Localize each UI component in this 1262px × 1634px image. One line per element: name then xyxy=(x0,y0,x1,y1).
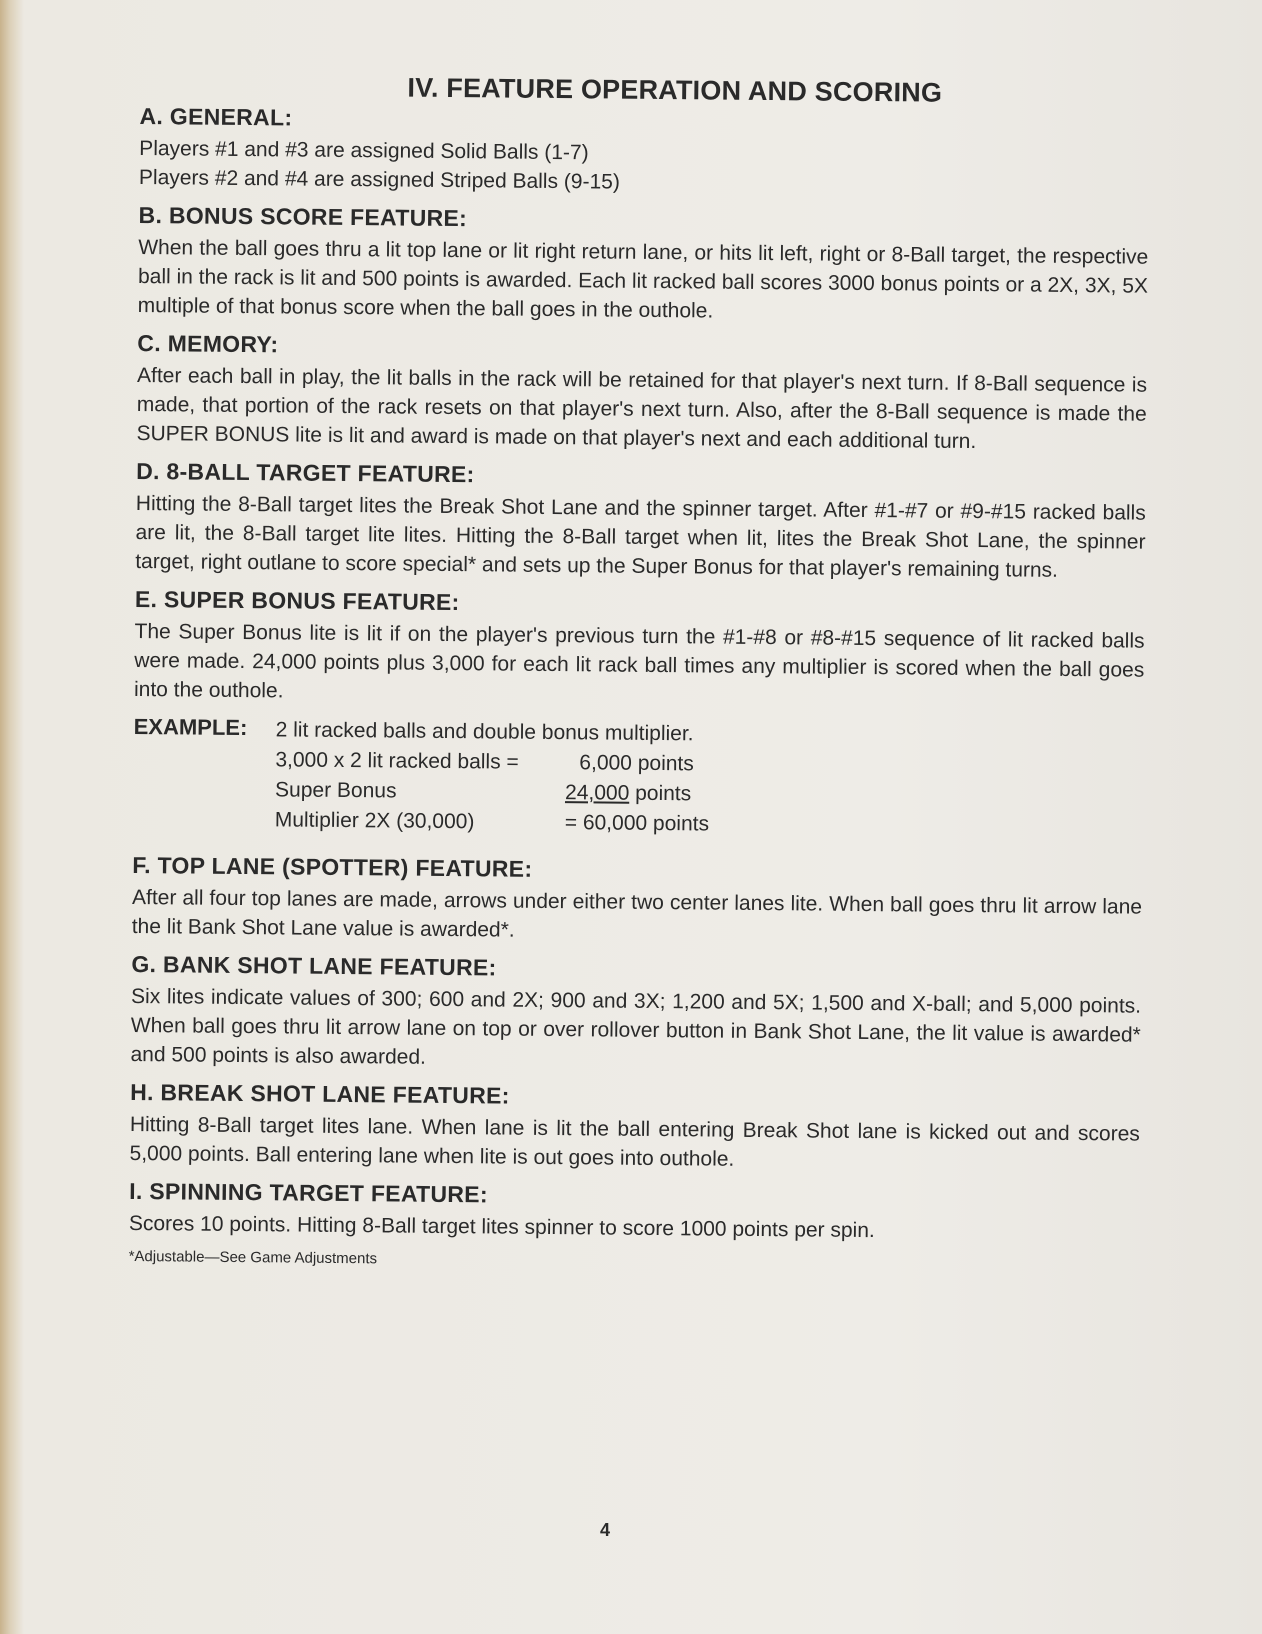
example-value: 24,000 xyxy=(564,781,630,805)
example-value: 6,000 xyxy=(579,751,633,775)
example-label: EXAMPLE: xyxy=(133,713,248,741)
section-body: The Super Bonus lite is lit if on the player's previous turn the #1-#8 or #8-#15 sequence of lit racked balls were made. 24,000 points plus 3,000 for each lit rack ball times any multiplier is scored when the ball goes into the outhole. xyxy=(133,619,1145,703)
page-content xyxy=(129,70,1150,1275)
general-line-2: Players #2 and #4 are assigned Striped Balls (9-15) xyxy=(138,165,621,194)
section-top-lane xyxy=(132,852,1143,951)
page-number: 4 xyxy=(600,1520,611,1540)
example-intro: 2 lit racked balls and double bonus multiplier. xyxy=(275,718,694,746)
section-body: Scores 10 points. Hitting 8-Ball target lites spinner to score 1000 points per spin. xyxy=(128,1211,875,1243)
example-row-label: Multiplier 2X (30,000) xyxy=(274,808,475,834)
section-heading: C. MEMORY: xyxy=(137,329,279,358)
section-heading: A. GENERAL: xyxy=(139,102,293,131)
section-break-shot xyxy=(129,1079,1140,1178)
section-body: When the ball goes thru a lit top lane or lit right return lane, or hits lit left, right or 8-Ball target, the respective ball in the rack is lit and 500 points is awarded. Each lit racked ball scores 3000 bonus points or a 2X, 3X, 5X multiple of that bonus score when the ball goes in the outhole. xyxy=(137,235,1149,323)
section-body: After each ball in play, the lit balls in the rack will be retained for that player's next turn. If 8-Ball sequence is made, that portion of the rack resets on that player's next turn. Also, after the 8-Ball sequence is made the SUPER BONUS lite is lit and award is made on that player's next and each additional turn. xyxy=(136,363,1148,454)
section-heading: D. 8-BALL TARGET FEATURE: xyxy=(136,457,475,488)
footnote: *Adjustable—See Game Adjustments xyxy=(128,1247,378,1268)
section-heading: H. BREAK SHOT LANE FEATURE: xyxy=(130,1078,510,1109)
example-row-value xyxy=(565,748,694,779)
section-heading: I. SPINNING TARGET FEATURE: xyxy=(129,1177,488,1208)
page-title: IV. FEATURE OPERATION AND SCORING xyxy=(407,72,943,108)
example-value: = 60,000 xyxy=(564,811,648,835)
example-row-value xyxy=(565,808,710,839)
example-block xyxy=(133,714,1144,844)
section-heading: G. BANK SHOT LANE FEATURE: xyxy=(131,950,497,981)
section-super-bonus xyxy=(134,586,1145,714)
example-row-label: 3,000 x 2 lit racked balls = xyxy=(275,748,519,774)
example-row-value xyxy=(565,778,691,809)
section-body: After all four top lanes are made, arrows under either two center lanes lite. When ball goes thru lit arrow lane the lit Bank Shot Lane value is awarded*. xyxy=(131,885,1143,942)
section-memory xyxy=(136,330,1147,458)
example-unit: points xyxy=(652,811,710,836)
example-unit: points xyxy=(637,751,694,776)
section-general xyxy=(139,103,1150,202)
section-heading: F. TOP LANE (SPOTTER) FEATURE: xyxy=(132,851,533,882)
section-8ball-target xyxy=(135,458,1146,586)
example-row-label: Super Bonus xyxy=(274,778,397,803)
general-line-1: Players #1 and #3 are assigned Solid Balls (1-7) xyxy=(139,136,589,165)
section-heading: E. SUPER BONUS FEATURE: xyxy=(134,585,460,616)
section-bank-shot xyxy=(130,951,1141,1079)
example-unit: points xyxy=(635,781,692,806)
section-spinning-target xyxy=(129,1178,1140,1248)
section-bonus-score xyxy=(138,202,1149,330)
section-body: Six lites indicate values of 300; 600 and 2X; 900 and 3X; 1,200 and 5X; 1,500 and X-ball; and 5,000 points. When ball goes thru lit arrow lane on top or over rollover button in Bank Shot Lane, the lit value is awarded* and 500 points is also awarded. xyxy=(130,984,1142,1069)
section-heading: B. BONUS SCORE FEATURE: xyxy=(138,201,468,232)
section-body: Hitting 8-Ball target lites lane. When lane is lit the ball entering Break Shot lane is kicked out and scores 5,000 points. Ball entering lane when lite is out goes into outhole. xyxy=(129,1112,1140,1171)
section-body: Hitting the 8-Ball target lites the Break Shot Lane and the spinner target. After #1-#7 or #9-#15 racked balls are lit, the 8-Ball target lite lites. Hitting the 8-Ball target when lit, lites the Break Shot Lane, the spinner target, right outlane to score special* and sets up the Super Bonus for that player's remaining turns. xyxy=(135,491,1146,582)
example-body xyxy=(275,715,1144,843)
